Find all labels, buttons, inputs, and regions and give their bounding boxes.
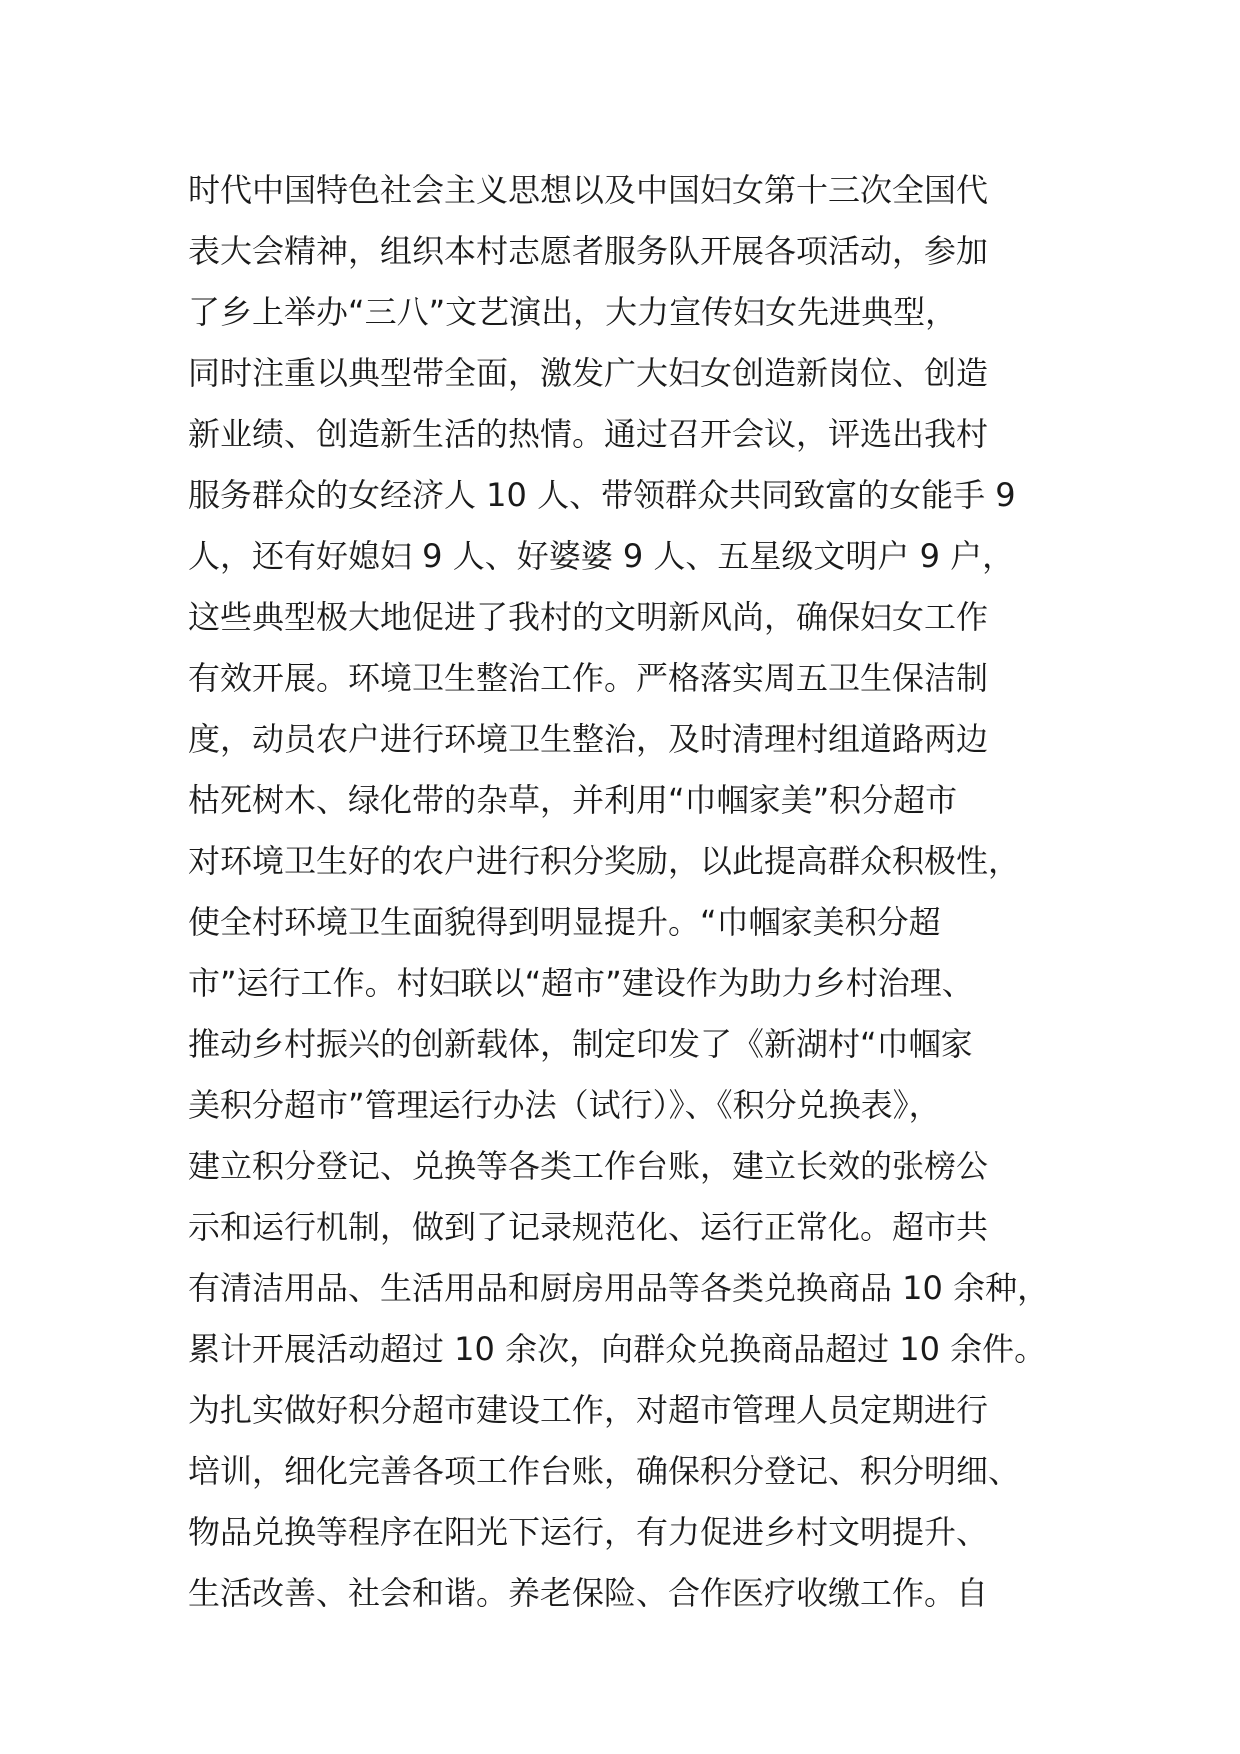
text-line: 这些典型极大地促进了我村的文明新风尚，确保妇女工作 [188,598,989,636]
text-line: 度，动员农户进行环境卫生整治，及时清理村组道路两边 [188,720,989,758]
text-line: 有清洁用品、生活用品和厨房用品等各类兑换商品 10 余种， [188,1269,1050,1307]
text-line: 示和运行机制，做到了记录规范化、运行正常化。超市共 [188,1208,989,1246]
text-line: 累计开展活动超过 10 余次，向群众兑换商品超过 10 余件。 [188,1330,1047,1368]
text-line: 了乡上举办“三八”文艺演出，大力宣传妇女先进典型， [188,293,958,331]
text-line: 美积分超市”管理运行办法（试行）》、《积分兑换表》， [188,1086,941,1124]
text-line: 使全村环境卫生面貌得到明显提升。“巾帼家美积分超 [188,903,941,941]
text-line: 市”运行工作。村妇联以“超市”建设作为助力乡村治理、 [188,964,974,1002]
text-line: 生活改善、社会和谐。养老保险、合作医疗收缴工作。自 [188,1574,989,1612]
text-line: 建立积分登记、兑换等各类工作台账，建立长效的张榜公 [188,1147,989,1185]
text-line: 新业绩、创造新生活的热情。通过召开会议，评选出我村 [188,415,989,453]
body-text [188,160,1088,1624]
text-line: 为扎实做好积分超市建设工作，对超市管理人员定期进行 [188,1391,989,1429]
text-line: 物品兑换等程序在阳光下运行，有力促进乡村文明提升、 [188,1513,989,1551]
text-line: 服务群众的女经济人 10 人、带领群众共同致富的女能手 9 [188,476,1016,514]
text-line: 表大会精神，组织本村志愿者服务队开展各项活动，参加 [188,232,989,270]
text-line: 枯死树木、绿化带的杂草，并利用“巾帼家美”积分超市 [188,781,958,819]
text-line: 时代中国特色社会主义思想以及中国妇女第十三次全国代 [188,171,989,209]
text-line: 有效开展。环境卫生整治工作。严格落实周五卫生保洁制 [188,659,989,697]
text-line: 对环境卫生好的农户进行积分奖励，以此提高群众积极性， [188,842,1021,880]
text-line: 推动乡村振兴的创新载体，制定印发了《新湖村“巾帼家 [188,1025,973,1063]
text-line: 同时注重以典型带全面，激发广大妇女创造新岗位、创造 [188,354,989,392]
text-line: 人，还有好媳妇 9 人、好婆婆 9 人、五星级文明户 9 户， [188,537,1015,575]
text-line: 培训，细化完善各项工作台账，确保积分登记、积分明细、 [188,1452,1021,1490]
